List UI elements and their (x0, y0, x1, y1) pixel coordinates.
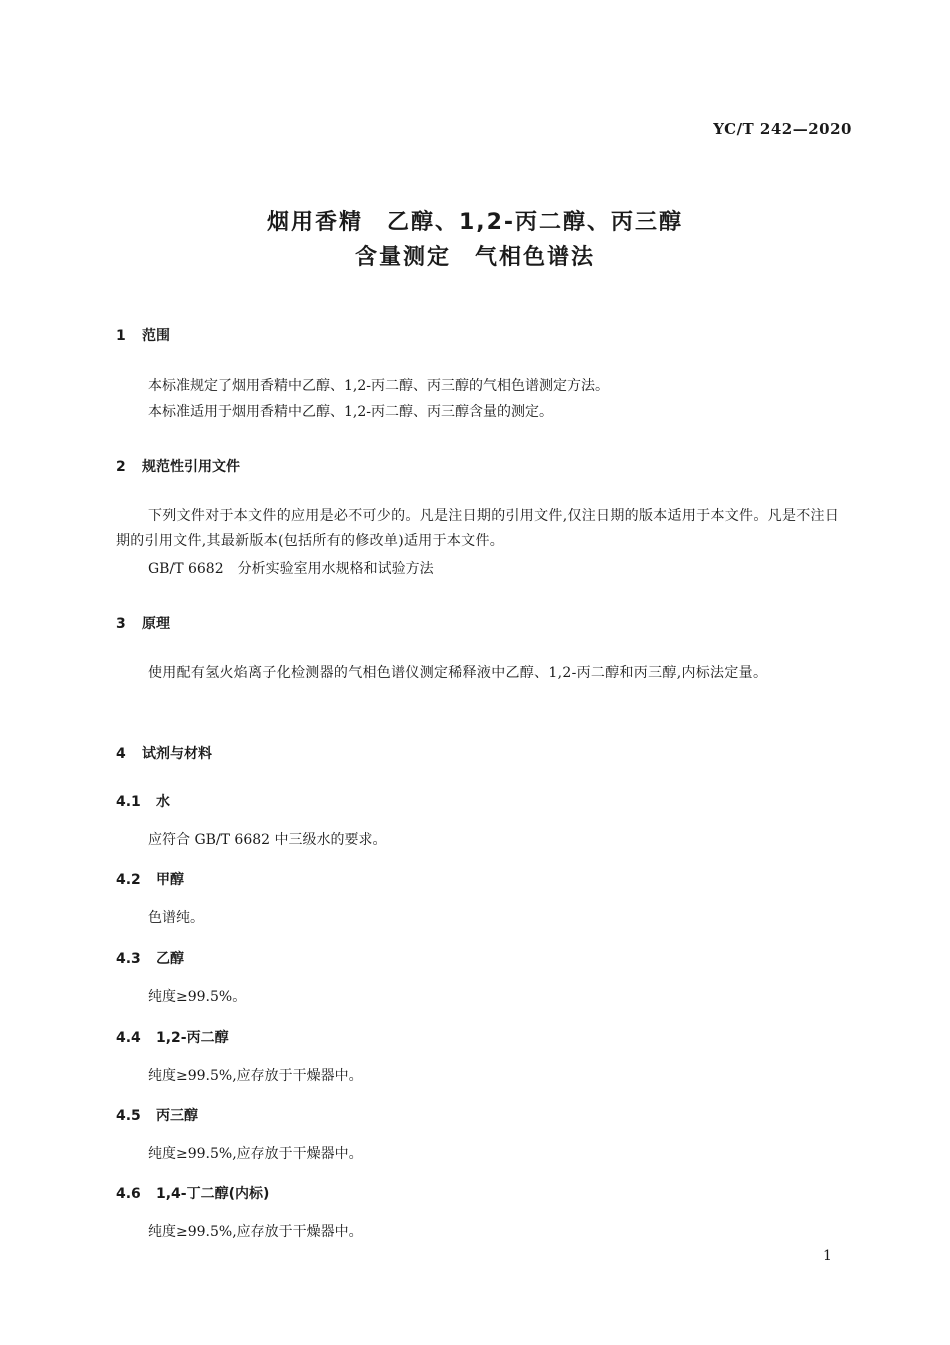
subsection-4-5-text: 纯度≥99.5%,应存放于干燥器中。 (148, 1146, 363, 1162)
subsection-4-6-heading (116, 1183, 269, 1203)
subsection-number: 4.4 (116, 1030, 141, 1046)
page-number: 1 (823, 1248, 832, 1264)
subsection-number: 4.6 (116, 1186, 141, 1202)
section-title: 范围 (142, 328, 170, 344)
subsection-4-4-heading (116, 1027, 229, 1047)
subsection-4-3-heading (116, 948, 184, 968)
section-3-paragraph: 使用配有氢火焰离子化检测器的气相色谱仪测定稀释液中乙醇、1,2-丙二醇和丙三醇,内标法定量。 (148, 665, 768, 681)
subsection-4-3-text: 纯度≥99.5%。 (148, 989, 247, 1005)
normative-reference: GB/T 6682 分析实验室用水规格和试验方法 (148, 561, 434, 577)
section-title: 原理 (142, 616, 170, 632)
section-2-paragraph: 下列文件对于本文件的应用是必不可少的。凡是注日期的引用文件,仅注日期的版本适用于本文件。凡是不注日期的引用文件,其最新版本(包括所有的修改单)适用于本文件。 (116, 508, 840, 549)
section-1-heading (116, 325, 170, 345)
subsection-number: 4.3 (116, 951, 141, 967)
subsection-4-1-text: 应符合 GB/T 6682 中三级水的要求。 (148, 832, 387, 848)
subsection-number: 4.2 (116, 872, 141, 888)
subsection-title: 1,2-丙二醇 (156, 1030, 229, 1046)
section-1-paragraph-2: 本标准适用于烟用香精中乙醇、1,2-丙二醇、丙三醇含量的测定。 (148, 404, 553, 420)
section-title: 试剂与材料 (142, 746, 212, 762)
subsection-4-1-heading (116, 791, 170, 811)
subsection-4-2-heading (116, 869, 184, 889)
section-1-paragraph-1: 本标准规定了烟用香精中乙醇、1,2-丙二醇、丙三醇的气相色谱测定方法。 (148, 378, 609, 394)
section-2-heading (116, 456, 240, 476)
subsection-title: 丙三醇 (156, 1108, 198, 1124)
document-title-line-2: 含量测定 气相色谱法 (354, 245, 595, 270)
section-number: 1 (116, 328, 126, 344)
section-number: 4 (116, 746, 126, 762)
subsection-4-6-text: 纯度≥99.5%,应存放于干燥器中。 (148, 1224, 363, 1240)
section-4-heading (116, 743, 212, 763)
subsection-4-4-text: 纯度≥99.5%,应存放于干燥器中。 (148, 1068, 363, 1084)
section-number: 3 (116, 616, 126, 632)
subsection-4-2-text: 色谱纯。 (148, 910, 204, 926)
document-title-line-1: 烟用香精 乙醇、1,2-丙二醇、丙三醇 (266, 210, 684, 235)
subsection-title: 水 (156, 794, 170, 810)
section-title: 规范性引用文件 (142, 459, 240, 475)
subsection-title: 乙醇 (156, 951, 184, 967)
subsection-title: 甲醇 (156, 872, 184, 888)
subsection-number: 4.5 (116, 1108, 141, 1124)
subsection-4-5-heading (116, 1105, 198, 1125)
section-number: 2 (116, 459, 126, 475)
section-3-heading (116, 613, 170, 633)
document-code: YC/T 242—2020 (713, 120, 852, 138)
subsection-number: 4.1 (116, 794, 141, 810)
subsection-title: 1,4-丁二醇(内标) (156, 1186, 270, 1202)
